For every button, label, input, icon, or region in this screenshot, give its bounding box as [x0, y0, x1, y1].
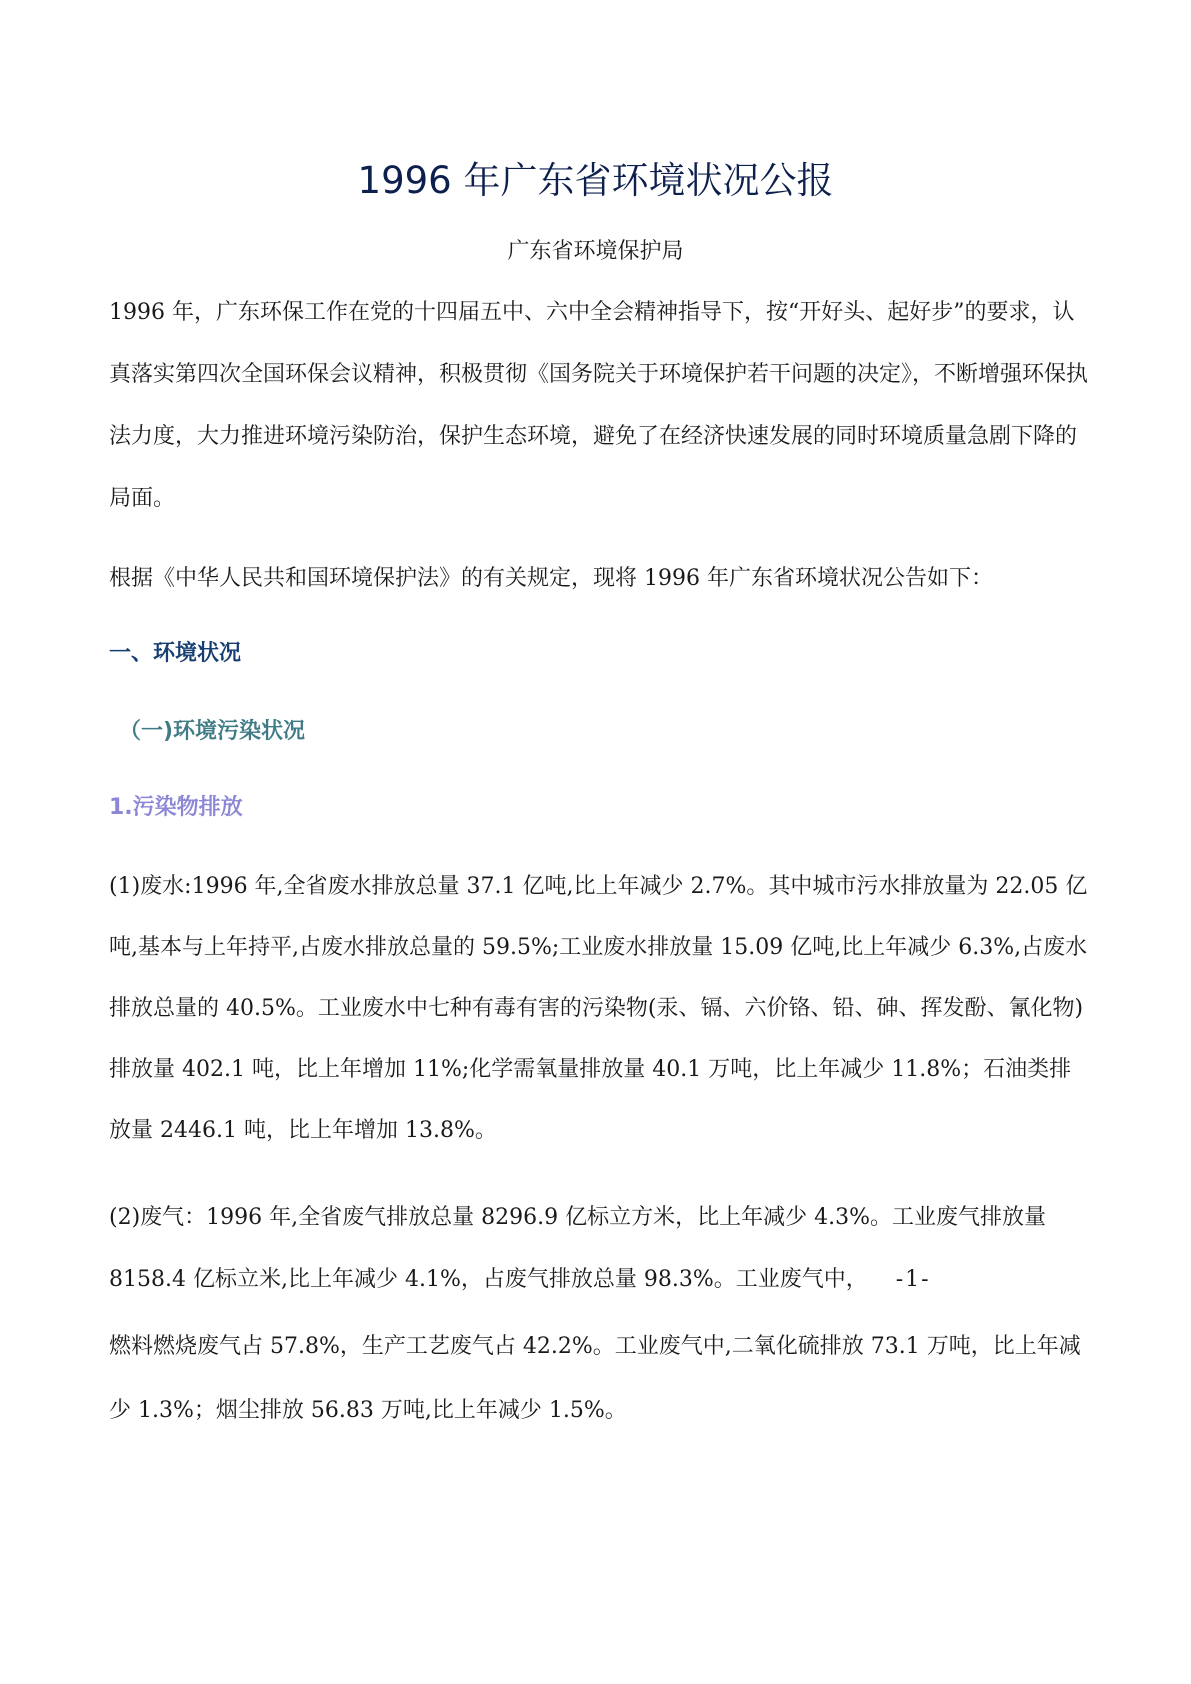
wastegas-paragraph-part2: 燃料燃烧废气占 57.8%，生产工艺废气占 42.2%。工业废气中,二氧化硫排放 73.1 万吨，比上年减少 1.3%；烟尘排放 56.83 万吨,比上年减少 1.5%。	[109, 1334, 1081, 1423]
document-title: 1996 年广东省环境状况公报	[357, 159, 834, 202]
document-issuer: 广东省环境保护局	[507, 239, 684, 264]
page-number: -1-	[895, 1267, 931, 1292]
announcement-paragraph: 根据《中华人民共和国环境保护法》的有关规定，现将 1996 年广东省环境状况公告如下：	[109, 566, 993, 591]
subsection-heading-pollution-status: （一)环境污染状况	[119, 719, 306, 744]
wastegas-text-part1: (2)废气：1996 年,全省废气排放总量 8296.9 亿标立方米，比上年减少 4.3%。工业废气排放量 8158.4 亿标立米,比上年减少 4.1%，占废气排放总量 98.3%。工业废气中，	[109, 1205, 1046, 1292]
section-heading-environment-status: 一、环境状况	[109, 641, 242, 666]
intro-paragraph: 1996 年，广东环保工作在党的十四届五中、六中全会精神指导下，按“开好头、起好步”的要求，认真落实第四次全国环保会议精神，积极贯彻《国务院关于环境保护若干问题的决定》，不断增强环保执法力度，大力推进环境污染防治，保护生态环境，避免了在经济快速发展的同时环境质量急剧下降的局面。	[109, 300, 1089, 511]
subsubsection-heading-pollutant-discharge: 1.污染物排放	[109, 795, 243, 820]
wastewater-paragraph: (1)废水:1996 年,全省废水排放总量 37.1 亿吨,比上年减少 2.7%。其中城市污水排放量为 22.05 亿吨,基本与上年持平,占废水排放总量的 59.5%;工业废水排放量 15.09 亿吨,比上年减少 6.3%,占废水排放总量的 40.5%。工业废水中七种有毒有害的污染物(汞、镉、六价铬、铅、砷、挥发酚、氰化物)排放量 402.1 吨，比上年增加 11%;化学需氧量排放量 40.1 万吨，比上年减少 11.8%；石油类排放量 2446.1 吨，比上年增加 13.8%。	[109, 874, 1088, 1143]
wastegas-paragraph-part1	[109, 1187, 1089, 1311]
